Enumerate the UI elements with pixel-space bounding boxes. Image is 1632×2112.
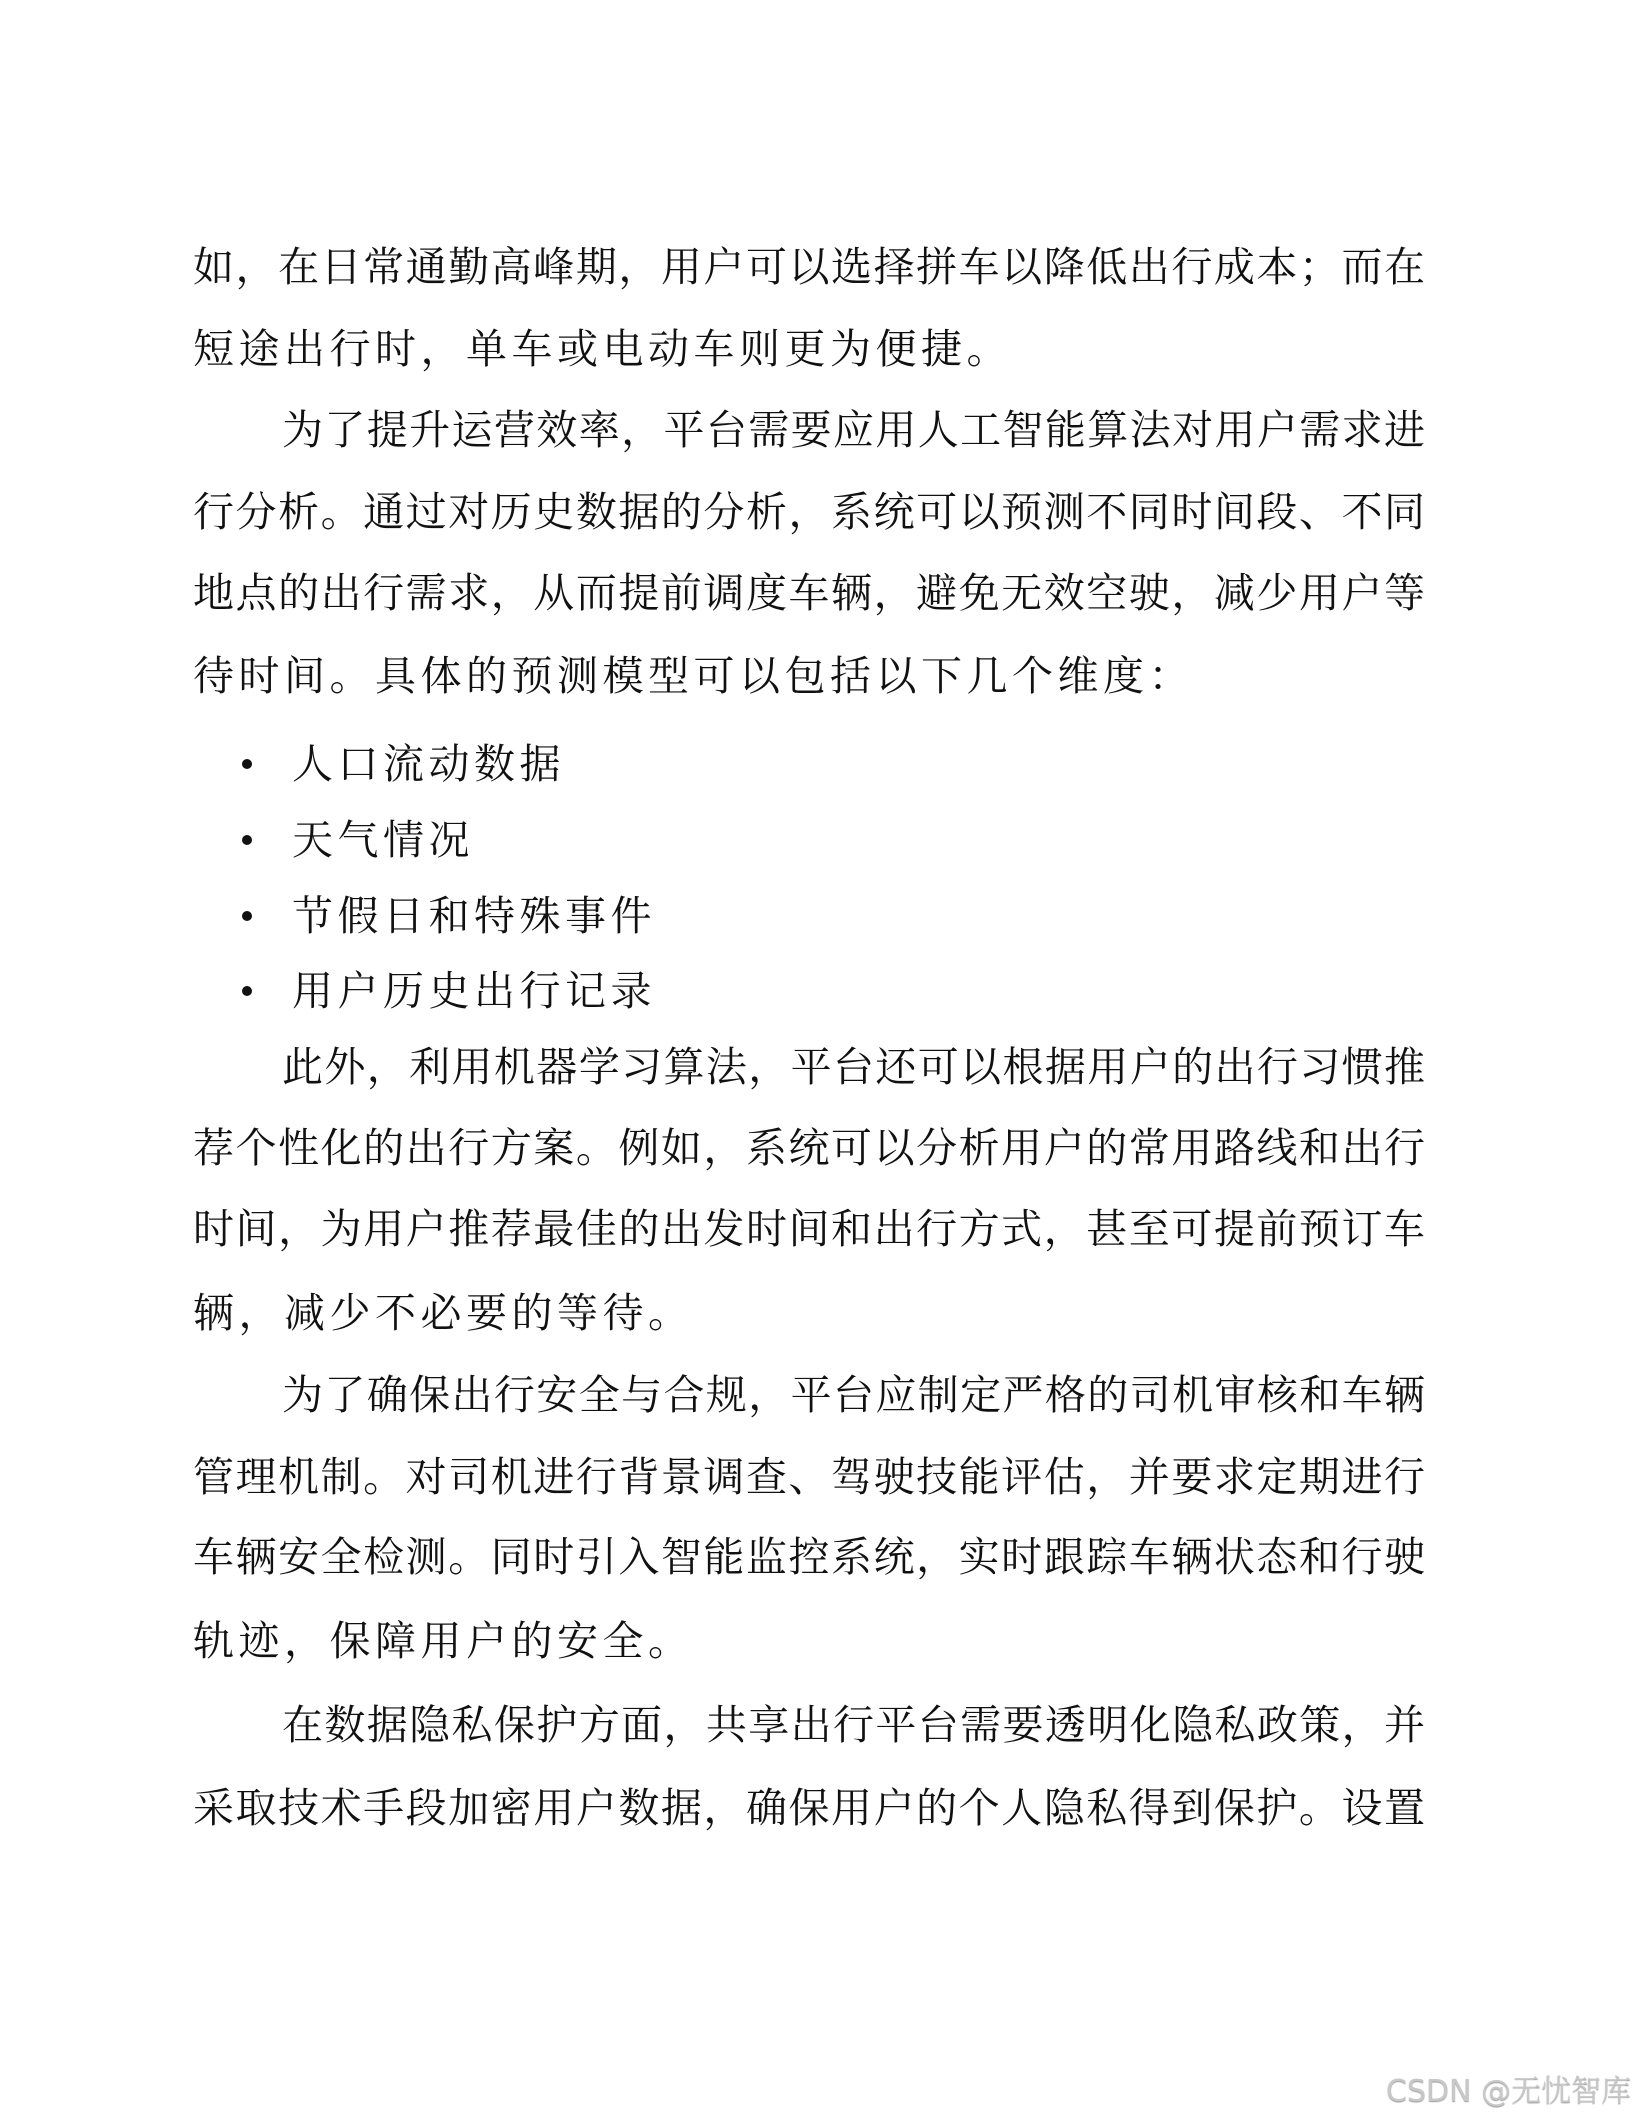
paragraph-line: 管理机制。对司机进行背景调查、驾驶技能评估，并要求定期进行 — [193, 1453, 1425, 1501]
paragraph-line: 如，在日常通勤高峰期，用户可以选择拼车以降低出行成本；而在 — [193, 243, 1425, 291]
list-item-text: 人口流动数据 — [292, 740, 565, 788]
paragraph-line: 在数据隐私保护方面，共享出行平台需要透明化隐私政策，并 — [282, 1701, 1425, 1749]
watermark: CSDN @无忧智库 — [1386, 2074, 1632, 2109]
paragraph-line: 时间，为用户推荐最佳的出发时间和出行方式，甚至可提前预订车 — [193, 1205, 1425, 1253]
paragraph-line: 此外，利用机器学习算法，平台还可以根据用户的出行习惯推 — [282, 1043, 1425, 1091]
paragraph-line: 荐个性化的出行方案。例如，系统可以分析用户的常用路线和出行 — [193, 1124, 1425, 1172]
list-item-text: 用户历史出行记录 — [292, 967, 656, 1015]
paragraph-line: 采取技术手段加密用户数据，确保用户的个人隐私得到保护。设置 — [193, 1784, 1425, 1832]
paragraph-line: 地点的出行需求，从而提前调度车辆，避免无效空驶，减少用户等 — [193, 569, 1425, 617]
list-item-text: 节假日和特殊事件 — [292, 892, 656, 940]
list-item-text: 天气情况 — [292, 816, 474, 864]
paragraph-line: 短途出行时，单车或电动车则更为便捷。 — [193, 325, 1012, 373]
paragraph-line: 为了提升运营效率，平台需要应用人工智能算法对用户需求进 — [282, 406, 1425, 454]
paragraph-line: 为了确保出行安全与合规，平台应制定严格的司机审核和车辆 — [282, 1371, 1425, 1419]
bullet-icon — [242, 835, 252, 845]
bullet-icon — [242, 759, 252, 769]
paragraph-line: 辆，减少不必要的等待。 — [193, 1289, 694, 1337]
bullet-icon — [242, 911, 252, 921]
paragraph-line: 轨迹，保障用户的安全。 — [193, 1617, 694, 1665]
paragraph-line: 行分析。通过对历史数据的分析，系统可以预测不同时间段、不同 — [193, 488, 1425, 536]
paragraph-line: 待时间。具体的预测模型可以包括以下几个维度： — [193, 652, 1194, 700]
bullet-icon — [242, 986, 252, 996]
paragraph-line: 车辆安全检测。同时引入智能监控系统，实时跟踪车辆状态和行驶 — [193, 1533, 1425, 1581]
